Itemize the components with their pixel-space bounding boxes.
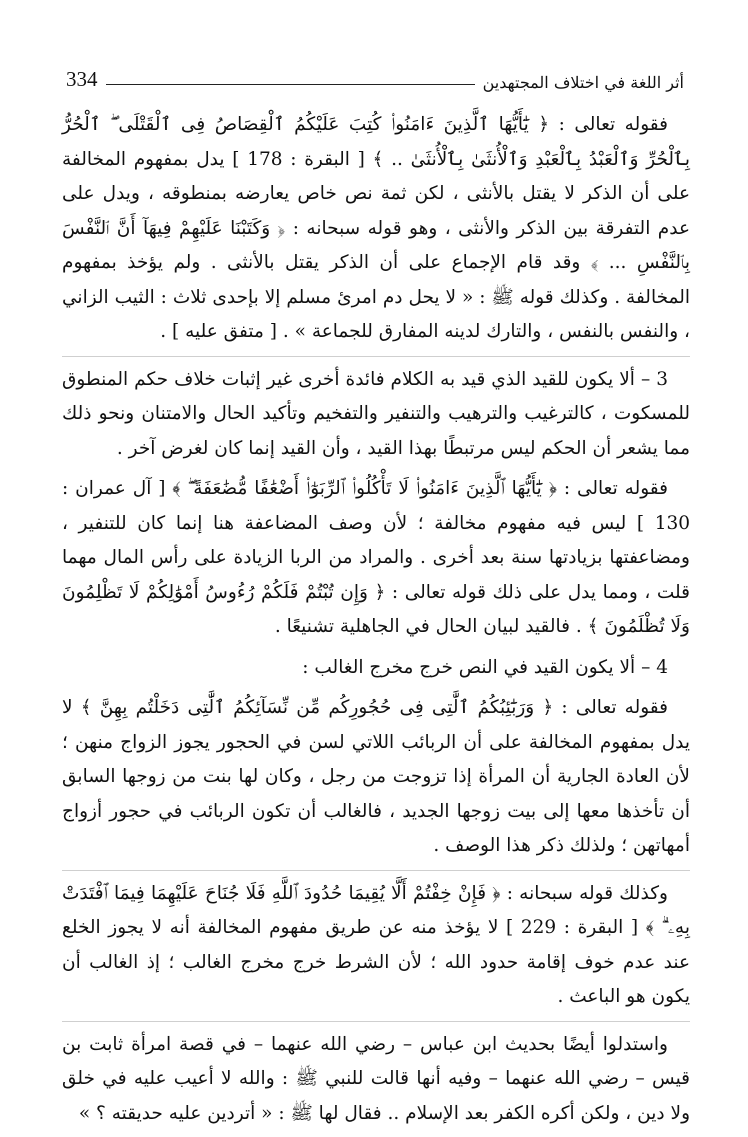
paragraph: واستدلوا أيضًا بحديث ابن عباس – رضي الله عنهما – في قصة امرأة ثابت بن قيس – رضي الله عنهما – وفيه أنها قالت للنبي ﷺ : والله لا أعيب عليه في خلق ولا دين ، ولكن أكره الكفر بعد الإسلام .. فقال لها ﷺ : « أتردين عليه حديقته ؟ »: [62, 1033, 690, 1124]
running-title: أثر اللغة في اختلاف المجتهدين: [482, 73, 684, 92]
paragraph: فقوله تعالى : ﴿ يَٰٓأَيُّهَا ٱلَّذِينَ ءَامَنُوا۟ لَا تَأْكُلُوا۟ ٱلرِّبَوٰٓا۟ أَضْعَٰفًا مُّضَٰعَفَةً ۖ ﴾ [ آل عمران : 130 ] ليس فيه مفهوم مخالفة ؛ لأن وصف المضاعفة هنا إنما كان للتنفير ، ومضاعفتها بزيادتها سنة بعد أخرى . والمراد من الربا الزيادة على رأس المال مهما قلت ، ومما يدل على ذلك قوله تعالى : ﴿ وَإِن تُبْتُمْ فَلَكُمْ رُءُوسُ أَمْوَٰلِكُمْ لَا تَظْلِمُونَ وَلَا تُظْلَمُونَ ﴾ . فالقيد لبيان الحال في الجاهلية تشنيعًا .: [62, 478, 690, 637]
paragraph: 3 – ألا يكون للقيد الذي قيد به الكلام فائدة أخرى غير إثبات خلاف حكم المنطوق للمسكوت ، كالترغيب والترهيب والتنفير والتفخيم وتأكيد الحال والامتنان ونحو ذلك مما يشعر أن الحكم ليس مرتبطًا بهذا القيد ، وأن القيد إنما كان لغرض آخر .: [62, 368, 690, 459]
page-number: 334: [66, 67, 98, 91]
paragraph: وكذلك قوله سبحانه : ﴿ فَإِنْ خِفْتُمْ أَلَّا يُقِيمَا حُدُودَ ٱللَّهِ فَلَا جُنَاحَ عَلَيْهِمَا فِيمَا ٱفْتَدَتْ بِهِۦ ۗ ﴾ [ البقرة : 229 ] لا يؤخذ منه عن طريق مفهوم المخالفة أنه لا يجوز الخلع عند عدم خوف إقامة حدود الله ؛ لأن الشرط خرج مخرج الغالب ؛ إذ الغالب أن يكون هو الباعث .: [62, 882, 690, 1007]
header-rule: [106, 84, 475, 85]
paragraph-divider: [62, 1021, 690, 1022]
paragraph-divider: [62, 870, 690, 871]
paragraph-divider: [62, 356, 690, 357]
page-body: [62, 108, 690, 1137]
paragraph: 4 – ألا يكون القيد في النص خرج مخرج الغالب :: [302, 656, 668, 678]
paragraph: فقوله تعالى : ﴿ يَٰٓأَيُّهَا ٱلَّذِينَ ءَامَنُوا۟ كُتِبَ عَلَيْكُمُ ٱلْقِصَاصُ فِى ٱلْقَتْلَى ۖ ٱلْحُرُّ بِٱلْحُرِّ وَٱلْعَبْدُ بِٱلْعَبْدِ وَٱلْأُنثَىٰ بِٱلْأُنثَىٰ .. ﴾ [ البقرة : 178 ] يدل بمفهوم المخالفة على أن الذكر لا يقتل بالأنثى ، لكن ثمة نص خاص يعارضه بمنطوقه ، ويدل على عدم التفرقة بين الذكر والأنثى ، وهو قوله سبحانه : ﴿ وَكَتَبْنَا عَلَيْهِمْ فِيهَآ أَنَّ ٱلنَّفْسَ بِٱلنَّفْسِ ... ﴾ وقد قام الإجماع على أن الذكر يقتل بالأنثى . ولم يؤخذ بمفهوم المخالفة . وكذلك قوله ﷺ : « لا يحل دم امرئ مسلم إلا بإحدى ثلاث : الثيب الزاني ، والنفس بالنفس ، والتارك لدينه المفارق للجماعة » . [ متفق عليه ] .: [62, 114, 691, 342]
page-header: [66, 58, 684, 92]
paragraph: فقوله تعالى : ﴿ وَرَبَٰٓئِبُكُمُ ٱلَّٰتِى فِى حُجُورِكُم مِّن نِّسَآئِكُمُ ٱلَّٰتِى دَخَلْتُم بِهِنَّ ﴾ لا يدل بمفهوم المخالفة على أن الربائب اللاتي لسن في الحجور يجوز الزواج منهن ؛ لأن العادة الجارية أن المرأة إذا تزوجت من رجل ، وكان لها بنت من زوجها السابق أن تأخذها معها إلى بيت زوجها الجديد ، فالغالب أن تكون الربائب في حجور أزواج أمهاتهن ؛ ولذلك ذكر هذا الوصف .: [62, 697, 690, 856]
